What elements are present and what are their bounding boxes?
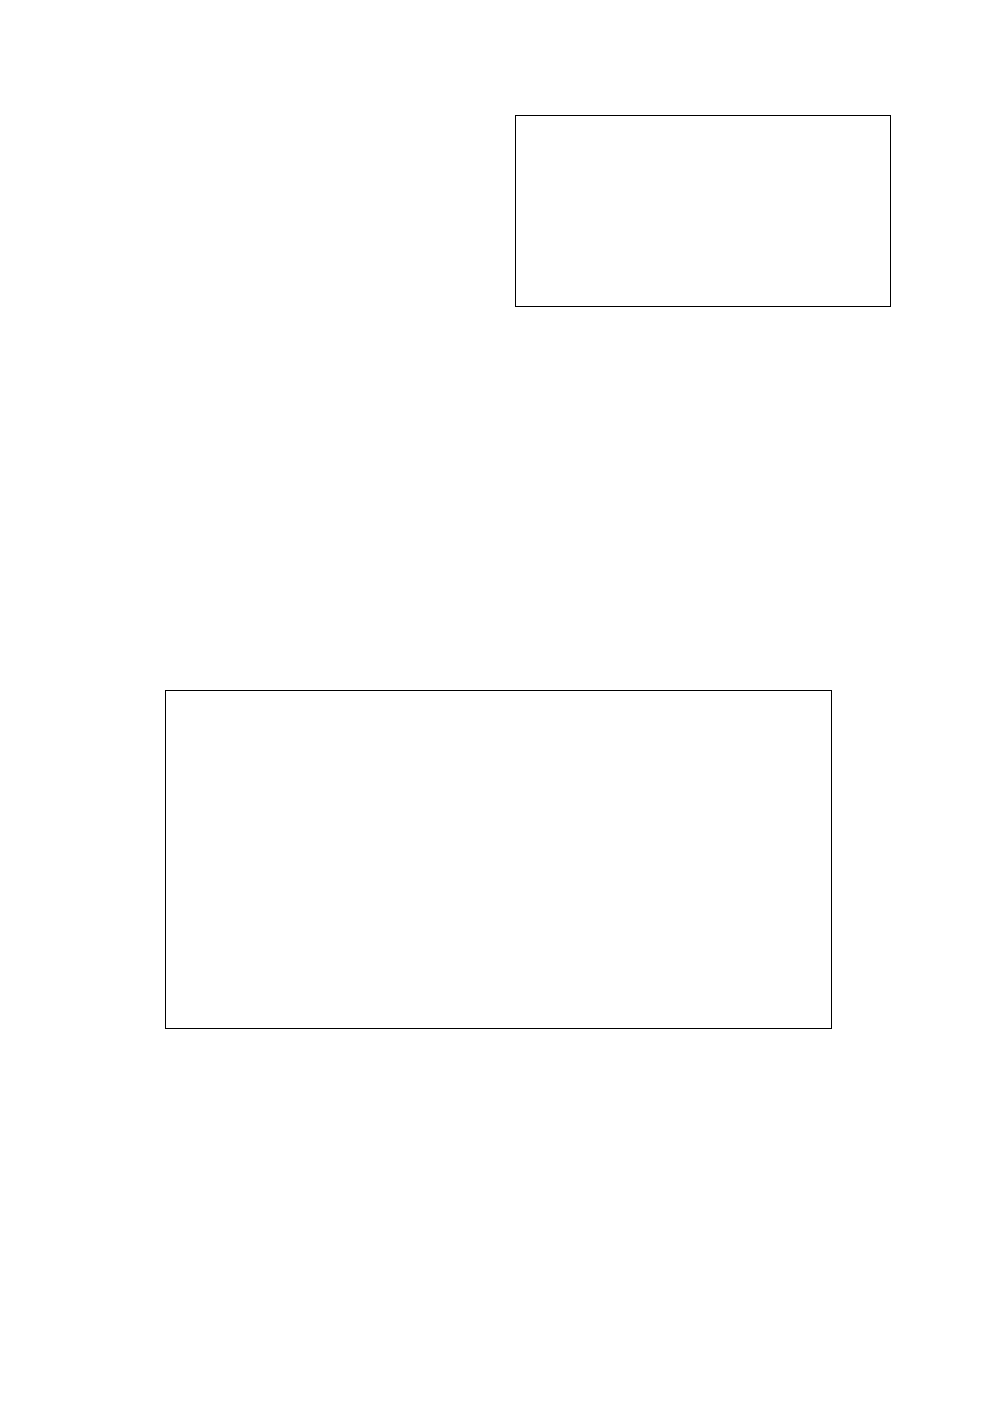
bar-chart-figure: [515, 115, 889, 307]
line-chart-figure: [165, 690, 830, 1029]
line-chart: [165, 690, 832, 1029]
bar-chart: [515, 115, 891, 307]
